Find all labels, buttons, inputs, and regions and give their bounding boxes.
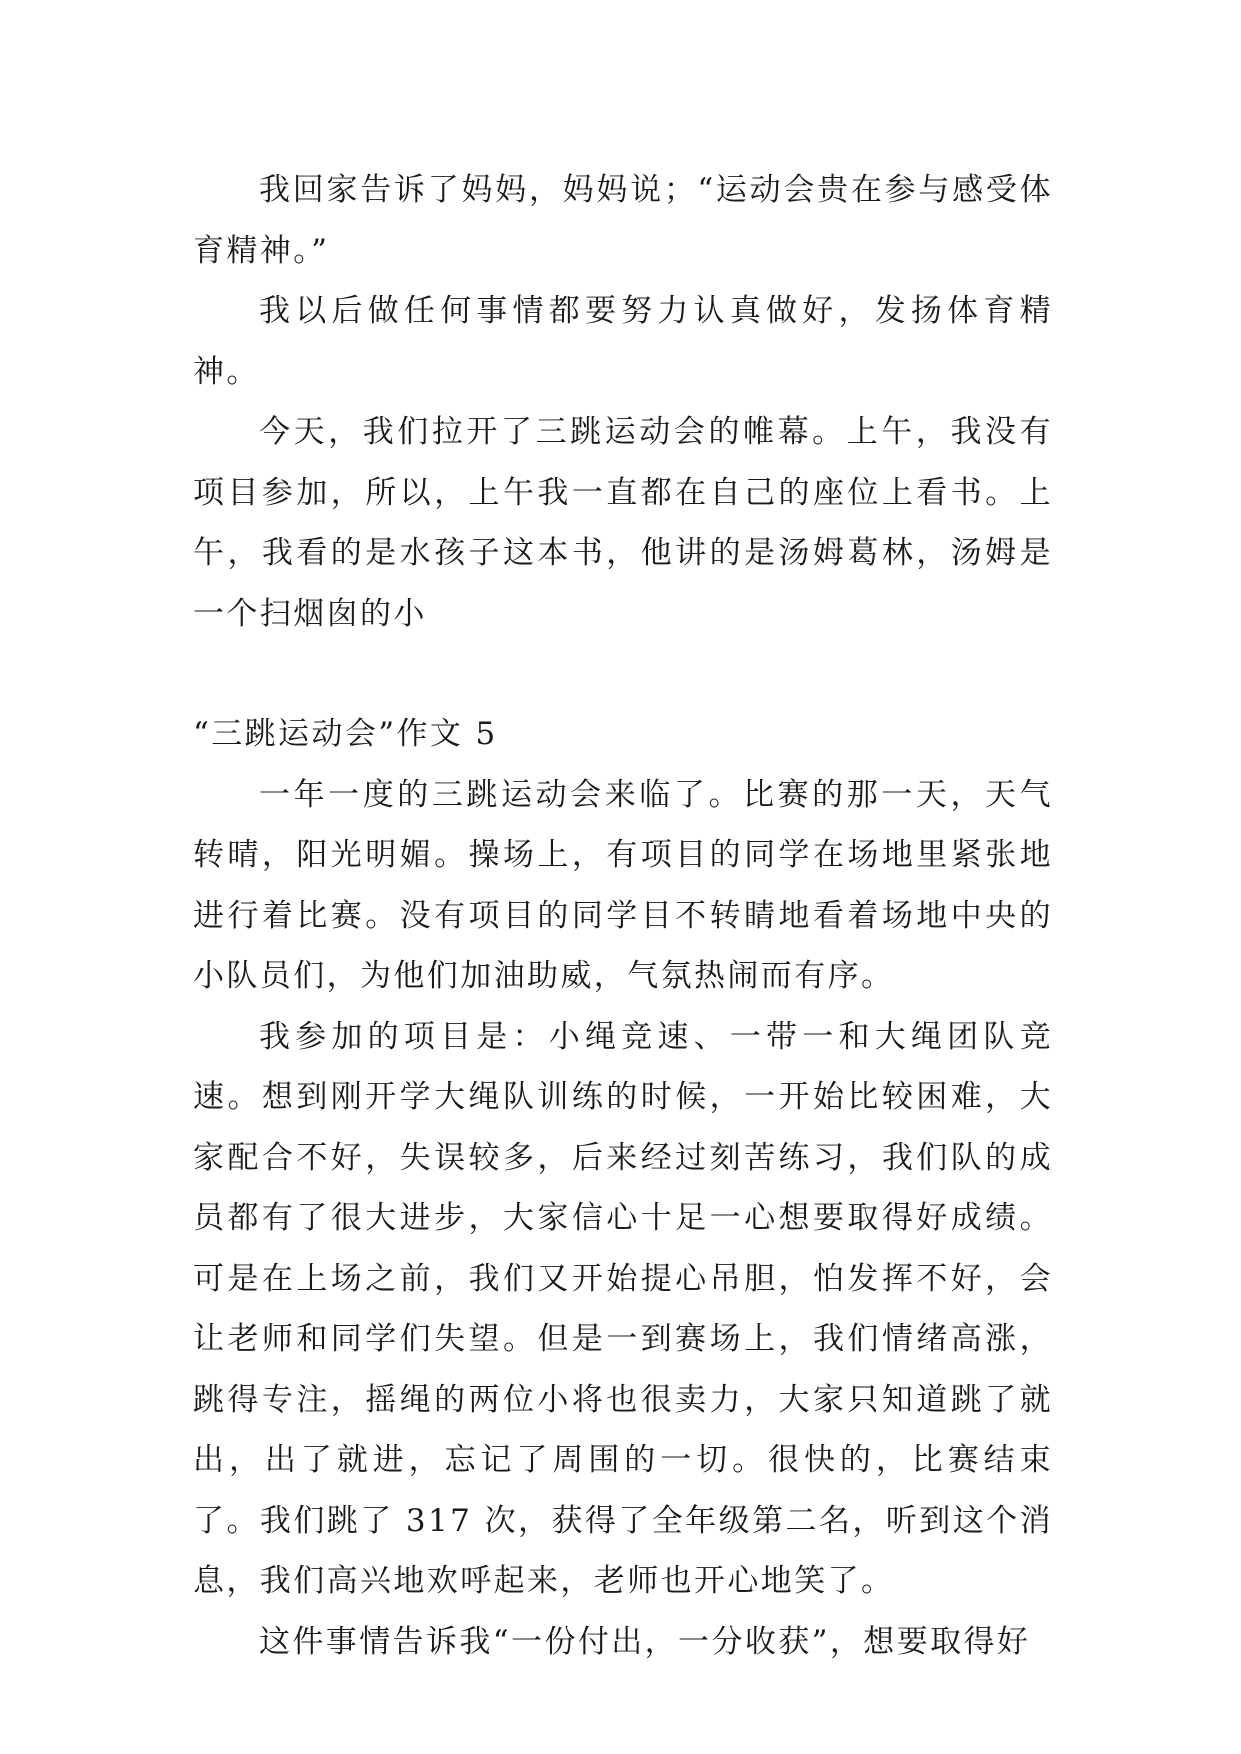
paragraph: 一年一度的三跳运动会来临了。比赛的那一天，天气转晴，阳光明媚。操场上，有项目的同学在场地里紧张地进行着比赛。没有项目的同学目不转睛地看着场地中央的小队员们，为他们加油助威，气氛热闹而有序。 [193, 776, 1053, 994]
paragraph: 这件事情告诉我“一份付出，一分收获”，想要取得好 [259, 1623, 1031, 1660]
section-spacer [193, 644, 1053, 704]
paragraph: 我参加的项目是：小绳竞速、一带一和大绳团队竞速。想到刚开学大绳队训练的时候，一开始比较困难，大家配合不好，失误较多，后来经过刻苦练习，我们队的成员都有了很大进步，大家信心十足一心想要取得好成绩。可是在上场之前，我们又开始提心吊胆，怕发挥不好，会让老师和同学们失望。但是一到赛场上，我们情绪高涨，跳得专注，摇绳的两位小将也很卖力，大家只知道跳了就出，出了就进，忘记了周围的一切。很快的，比赛结束了。我们跳了 317 次，获得了全年级第二名，听到这个消息，我们高兴地欢呼起来，老师也开心地笑了。 [193, 1018, 1053, 1599]
paragraph: 我以后做任何事情都要努力认真做好，发扬体育精神。 [193, 293, 1053, 390]
section-heading: “三跳运动会”作文 5 [193, 716, 498, 752]
paragraph: 我回家告诉了妈妈，妈妈说；“运动会贵在参与感受体育精神。” [193, 172, 1053, 269]
paragraph: 今天，我们拉开了三跳运动会的帷幕。上午，我没有项目参加，所以，上午我一直都在自己的座位上看书。上午，我看的是水孩子这本书，他讲的是汤姆葛林，汤姆是一个扫烟囱的小 [193, 414, 1053, 632]
document-page [193, 160, 1053, 1672]
